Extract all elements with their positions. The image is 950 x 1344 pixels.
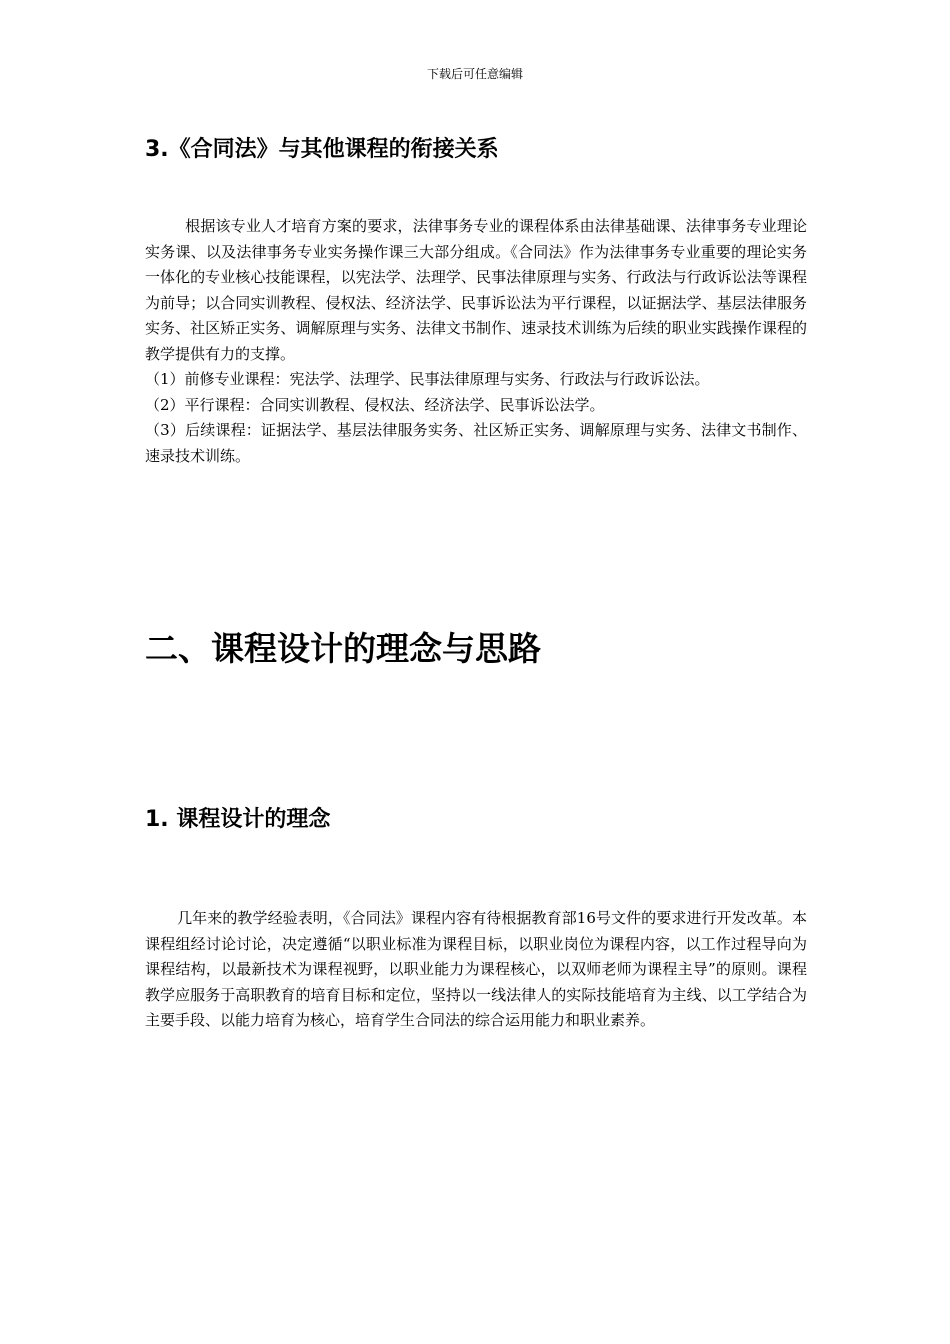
- section-3-paragraph-text: 根据该专业人才培育方案的要求，法律事务专业的课程体系由法律基础课、法律事务专业理论实务课、以及法律事务专业实务操作课三大部分组成。《合同法》作为法律事务专业重要的理论实务一体化的专业核心技能课程，以宪法学、法理学、民事法律原理与实务、行政法与行政诉讼法等课程为前导；以合同实训教程、侵权法、经济法学、民事诉讼法为平行课程，以证据法学、基层法律服务实务、社区矫正实务、调解原理与实务、法律文书制作、速录技术训练为后续的职业实践操作课程的教学提供有力的支撑。: [145, 217, 807, 363]
- section-3-paragraph: [145, 214, 807, 367]
- list-item: （1）前修专业课程：宪法学、法理学、民事法律原理与实务、行政法与行政诉讼法。: [145, 370, 710, 388]
- list-item: （3）后续课程：证据法学、基层法律服务实务、社区矫正实务、调解原理与实务、法律文书制作、速录技术训练。: [145, 421, 807, 465]
- page-header-note: 下载后可任意编辑: [426, 67, 523, 81]
- section-1-paragraph-text: 几年来的教学经验表明，《合同法》课程内容有待根据教育部16号文件的要求进行开发改革。本课程组经讨论讨论，决定遵循“以职业标准为课程目标，以职业岗位为课程内容，以工作过程导向为课程结构，以最新技术为课程视野，以职业能力为课程核心，以双师老师为课程主导”的原则。课程教学应服务于高职教育的培育目标和定位，坚持以一线法律人的实际技能培育为主线、以工学结合为主要手段、以能力培育为核心，培育学生合同法的综合运用能力和职业素养。: [145, 909, 807, 1029]
- chapter-2-title: 二、课程设计的理念与思路: [145, 629, 541, 668]
- section-1-title: 1. 课程设计的理念: [145, 807, 331, 832]
- section-3-body: [145, 214, 807, 469]
- section-1-paragraph: [145, 906, 807, 1034]
- list-item: （2）平行课程：合同实训教程、侵权法、经济法学、民事诉讼法学。: [145, 395, 605, 414]
- section-3-title: 3.《合同法》与其他课程的衔接关系: [145, 137, 499, 162]
- section-1-body: [145, 906, 807, 1034]
